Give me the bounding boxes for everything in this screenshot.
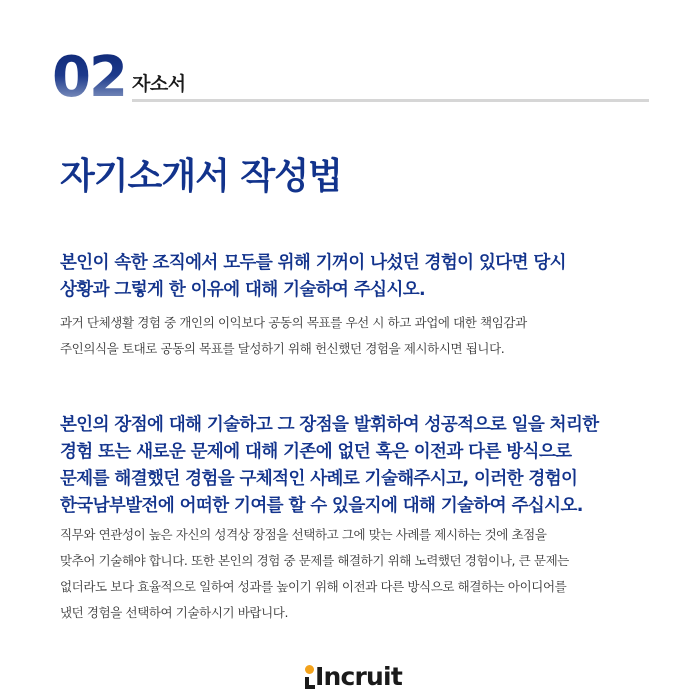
question-2-line-3: 문제를 해결했던 경험을 구체적인 사례로 기술해주시고, 이러한 경험이 — [60, 469, 578, 489]
section-number: 02 — [52, 45, 126, 110]
question-2-line-2: 경험 또는 새로운 문제에 대해 기존에 없던 혹은 이전과 다른 방식으로 — [60, 442, 572, 462]
logo-dot-icon — [305, 665, 314, 674]
question-1 — [60, 250, 670, 304]
question-2 — [60, 412, 670, 520]
header-divider — [132, 99, 649, 102]
logo-mark-icon — [303, 665, 315, 689]
page-title: 자기소개서 작성법 — [60, 156, 342, 197]
section-label: 자소서 — [132, 73, 186, 95]
answer-1-line-1: 과거 단체생활 경험 중 개인의 이익보다 공동의 목표를 우선 시 하고 과업에 대한 책임감과 — [60, 315, 527, 330]
answer-2-line-4: 냈던 경험을 선택하여 기술하시기 바랍니다. — [60, 605, 289, 620]
question-2-line-4: 한국남부발전에 어떠한 기여를 할 수 있을지에 대해 기술하여 주십시오. — [60, 496, 583, 516]
answer-1-line-2: 주인의식을 토대로 공동의 목표를 달성하기 위해 헌신했던 경험을 제시하시면 됩니다. — [60, 341, 505, 356]
logo-bar-horizontal — [305, 685, 315, 689]
answer-2-line-2: 맞추어 기술해야 합니다. 또한 본인의 경험 중 문제를 해결하기 위해 노력했던 경험이나, 큰 문제는 — [60, 553, 569, 568]
question-2-line-1: 본인의 장점에 대해 기술하고 그 장점을 발휘하여 성공적으로 일을 처리한 — [60, 415, 599, 435]
incruit-logo — [303, 660, 403, 694]
answer-2-line-1: 직무와 연관성이 높은 자신의 성격상 장점을 선택하고 그에 맞는 사례를 제시하는 것에 초점을 — [60, 527, 547, 542]
answer-1 — [60, 310, 660, 362]
answer-2 — [60, 522, 660, 626]
question-1-line-2: 상황과 그렇게 한 이유에 대해 기술하여 주십시오. — [60, 280, 426, 300]
logo-text: Incruit — [315, 662, 402, 691]
answer-2-line-3: 없더라도 보다 효율적으로 일하여 성과를 높이기 위해 이전과 다른 방식으로 해결하는 아이디어를 — [60, 579, 567, 594]
section-header — [52, 45, 649, 110]
question-1-line-1: 본인이 속한 조직에서 모두를 위해 기꺼이 나섰던 경험이 있다면 당시 — [60, 253, 566, 273]
